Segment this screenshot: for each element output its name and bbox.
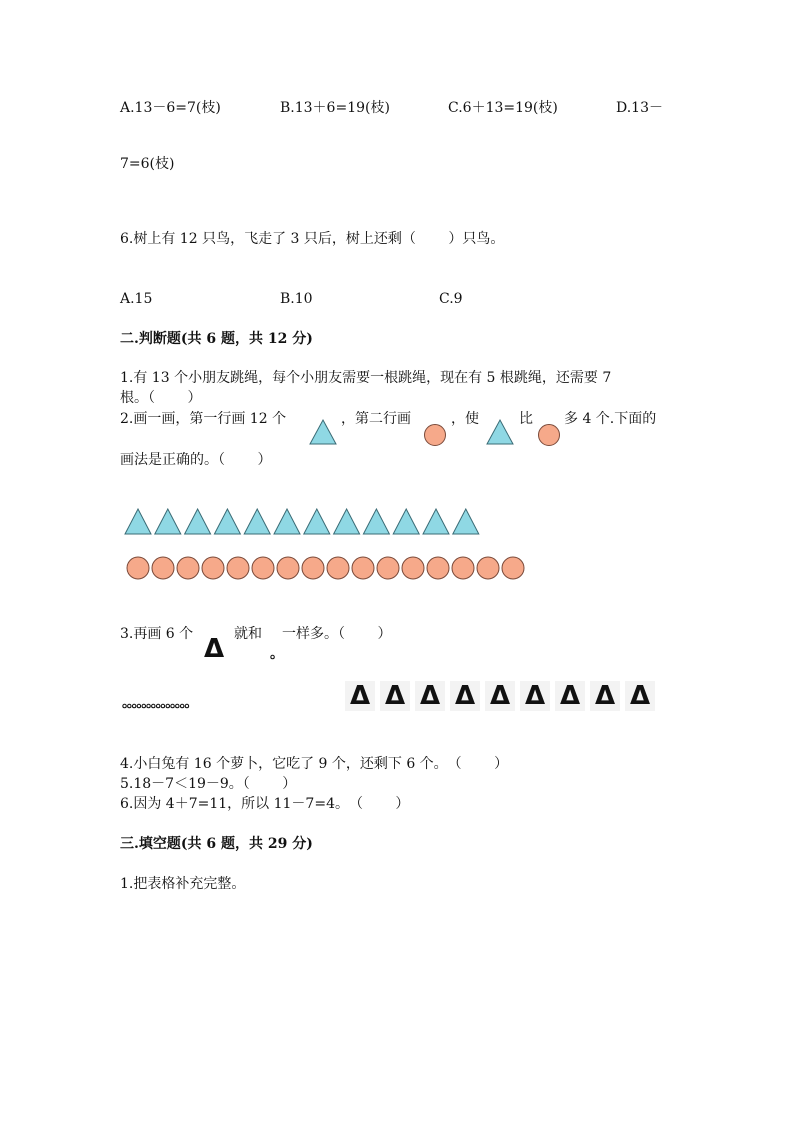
s2-q2-part-e: 多 4 个.下面的 <box>564 411 657 427</box>
triangle-icon <box>244 509 270 534</box>
q5-option-c: C.6＋13=19(枝) <box>448 100 558 116</box>
q6-option-b: B.10 <box>280 291 313 307</box>
circle-icon <box>227 557 249 579</box>
triangle-glyph: Δ <box>345 681 375 711</box>
q5-option-d-cont: 7=6(枝) <box>120 156 175 172</box>
triangle-icon <box>274 509 300 534</box>
circle-icon <box>502 557 524 579</box>
triangle-glyph: Δ <box>590 681 620 711</box>
q6-option-c: C.9 <box>439 291 463 307</box>
s3-q1: 1.把表格补充完整。 <box>120 876 246 892</box>
triangle-glyph: Δ <box>415 681 445 711</box>
triangle-icon <box>486 419 514 445</box>
circle-icon <box>377 557 399 579</box>
s2-q2-part-c: ，使 <box>451 411 479 427</box>
s2-q2-part-a: 2.画一画，第一行画 12 个 <box>120 411 287 427</box>
q6-option-a: A.15 <box>120 291 153 307</box>
circle-icon <box>152 557 174 579</box>
s2-q3-part-b: 就和 <box>234 626 262 642</box>
section3-heading: 三.填空题(共 6 题，共 29 分) <box>120 836 313 852</box>
triangle-icon <box>423 509 449 534</box>
triangle-glyph: Δ <box>520 681 550 711</box>
circle-icon <box>352 557 374 579</box>
triangle-glyph: Δ <box>204 634 225 664</box>
circle-icon <box>402 557 424 579</box>
triangle-row <box>345 683 657 711</box>
circle-icon <box>537 423 561 447</box>
s2-q2-part-b: ，第二行画 <box>341 411 411 427</box>
triangle-glyph: Δ <box>485 681 515 711</box>
circle-icon <box>277 557 299 579</box>
s2-q2-part-d: 比 <box>519 411 533 427</box>
q6-text: 6.树上有 12 只鸟，飞走了 3 只后，树上还剩（ ）只鸟。 <box>120 231 505 247</box>
circle-icon <box>177 557 199 579</box>
circle-icon <box>302 557 324 579</box>
s2-q1-line1: 1.有 13 个小朋友跳绳，每个小朋友需要一根跳绳，现在有 5 根跳绳，还需要 7 <box>120 370 612 386</box>
triangle-icon <box>309 419 337 445</box>
s2-q3-part-c: 一样多。（ ） <box>282 626 392 642</box>
triangle-icon <box>125 509 151 534</box>
s2-q3-part-a: 3.再画 6 个 <box>120 626 194 642</box>
circle-icon <box>477 557 499 579</box>
triangle-icon <box>334 509 360 534</box>
s2-q6: 6.因为 4＋7=11，所以 11－7=4。 （ ） <box>120 796 410 812</box>
s2-q2-line2: 画法是正确的。（ ） <box>120 452 272 468</box>
circle-icon <box>327 557 349 579</box>
triangle-icon <box>363 509 389 534</box>
triangle-glyph: Δ <box>625 681 655 711</box>
s2-q4: 4.小白兔有 16 个萝卜，它吃了 9 个，还剩下 6 个。 （ ） <box>120 756 509 772</box>
triangle-glyph: Δ <box>380 681 410 711</box>
circle-icon <box>423 423 447 447</box>
triangle-icon <box>185 509 211 534</box>
s2-q5: 5.18－7＜19－9。（ ） <box>120 776 297 792</box>
s2-q1-line2: 根。（ ） <box>120 390 202 406</box>
circle-icon <box>452 557 474 579</box>
circle-glyph: 。 <box>270 646 284 662</box>
circle-row: 。。。。。。。。。。。。。。 <box>122 695 197 711</box>
circle-icon <box>252 557 274 579</box>
q5-option-b: B.13＋6=19(枝) <box>280 100 390 116</box>
triangle-icon <box>155 509 181 534</box>
circle-icon <box>202 557 224 579</box>
triangle-icon <box>453 509 479 534</box>
triangle-glyph: Δ <box>450 681 480 711</box>
triangle-icon <box>393 509 419 534</box>
triangle-icon <box>214 509 240 534</box>
circle-icon <box>127 557 149 579</box>
q5-option-a: A.13－6=7(枝) <box>120 100 221 116</box>
shapes-figure <box>122 508 542 583</box>
circle-icon <box>427 557 449 579</box>
section2-heading: 二.判断题(共 6 题，共 12 分) <box>120 331 313 347</box>
triangle-glyph: Δ <box>555 681 585 711</box>
triangle-icon <box>304 509 330 534</box>
q5-option-d: D.13－ <box>616 100 663 116</box>
